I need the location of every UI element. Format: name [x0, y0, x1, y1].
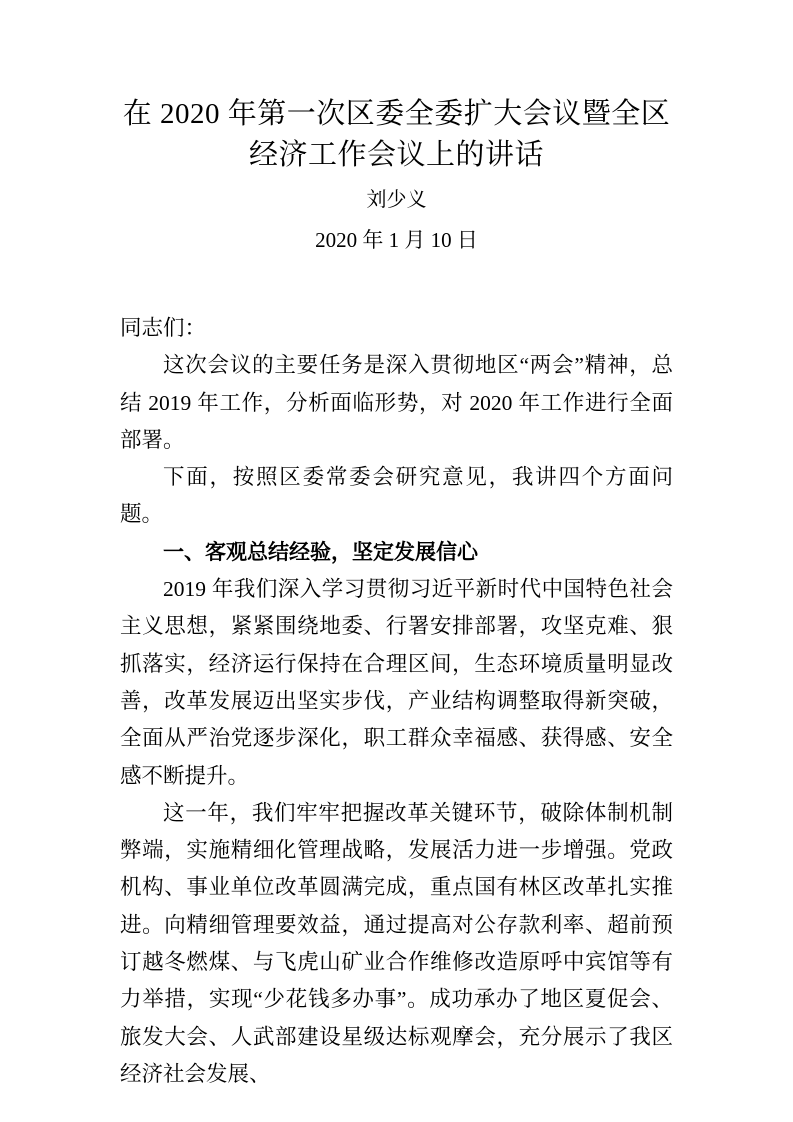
document-date: 2020 年 1 月 10 日: [315, 228, 478, 252]
paragraph: 下面，按照区委常委会研究意见，我讲四个方面问题。: [120, 465, 673, 527]
section-heading: 一、客观总结经验，坚定发展信心: [163, 540, 478, 564]
document-title: [120, 94, 673, 176]
salutation: 同志们：: [120, 316, 207, 340]
document-title-line-1: 在 2020 年第一次区委全委扩大会议暨全区: [122, 98, 671, 130]
paragraph: 这次会议的主要任务是深入贯彻地区“两会”精神，总结 2019 年工作，分析面临形势，对 2020 年工作进行全面部署。: [120, 353, 673, 452]
paragraph: 2019 年我们深入学习贯彻习近平新时代中国特色社会主义思想，紧紧围绕地委、行署安排部署，攻坚克难、狠抓落实，经济运行保持在合理区间，生态环境质量明显改善，改革发展迈出坚实步伐，产业结构调整取得新突破，全面从严治党逐步深化，职工群众幸福感、获得感、安全感不断提升。: [120, 577, 673, 788]
paragraph: 这一年，我们牢牢把握改革关键环节，破除体制机制弊端，实施精细化管理战略，发展活力进一步增强。党政机构、事业单位改革圆满完成，重点国有林区改革扎实推进。向精细管理要效益，通过提高对公存款利率、超前预订越冬燃煤、与飞虎山矿业合作维修改造原呼中宾馆等有力举措，实现“少花钱多办事”。成功承办了地区夏促会、旅发大会、人武部建设星级达标观摩会，充分展示了我区经济社会发展、: [120, 800, 673, 1086]
author-name: 刘少义: [366, 189, 427, 211]
document-body: [120, 310, 673, 1093]
document-title-line-2: 经济工作会议上的讲话: [248, 139, 544, 171]
